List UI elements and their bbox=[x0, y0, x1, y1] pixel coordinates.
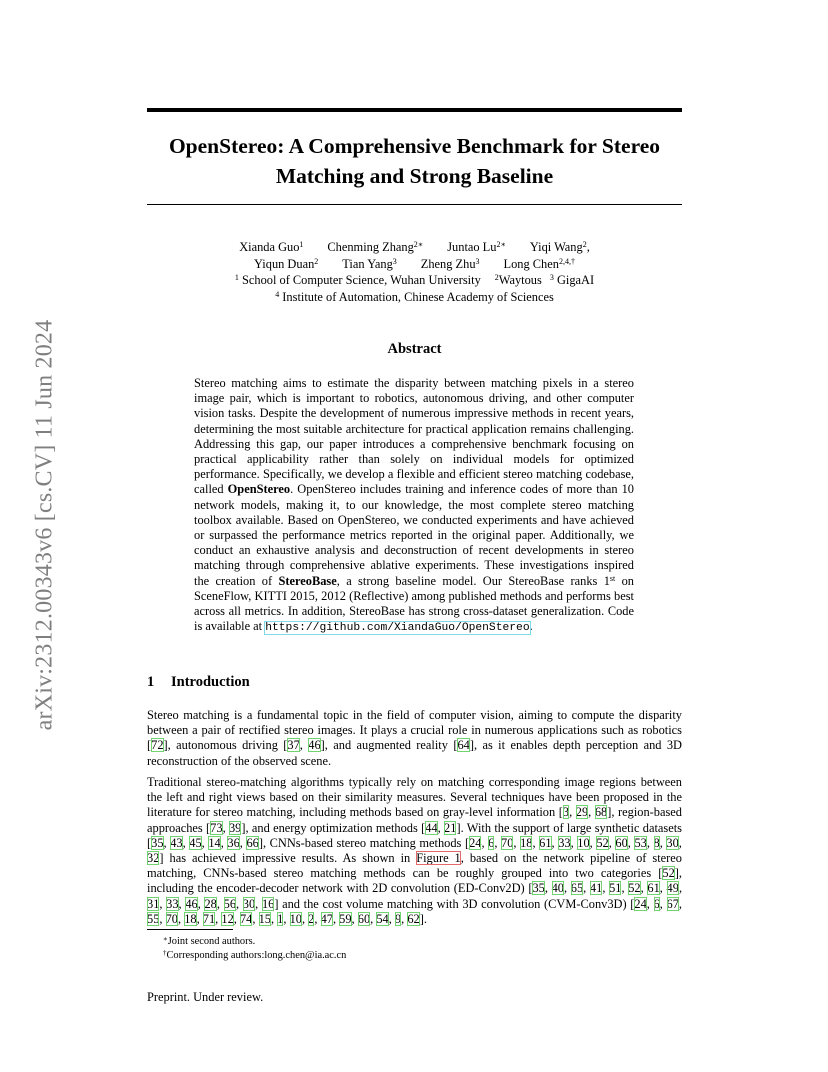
author-name: Xianda Guo$^1$ bbox=[239, 240, 304, 254]
citation-link[interactable]: 54 bbox=[376, 911, 389, 926]
citation-link[interactable]: 62 bbox=[407, 911, 420, 926]
footnote-joint-authors: ∗Joint second authors. bbox=[163, 935, 256, 947]
citation-link[interactable]: 59 bbox=[339, 911, 352, 926]
citation-link[interactable]: 12 bbox=[221, 911, 234, 926]
affiliation: Institute of Automation, Chinese Academy of Sciences bbox=[282, 289, 554, 304]
citation-link[interactable]: 46 bbox=[185, 896, 198, 911]
author-line-1 bbox=[147, 239, 682, 256]
author-block bbox=[147, 239, 682, 305]
citation-link[interactable]: 36 bbox=[227, 835, 240, 850]
arxiv-identifier-text: arXiv:2312.00343v6 [cs.CV] 11 Jun 2024 bbox=[31, 319, 58, 731]
title-top-rule bbox=[147, 108, 682, 112]
stereobase-name: StereoBase bbox=[278, 573, 337, 588]
openstereo-name: OpenStereo bbox=[227, 482, 291, 497]
abstract-body: Stereo matching aims to estimate the disparity between matching pixels in a stereo image pair, which is important to robotics, autonomous driving, and other computer vision tasks. Despite the development of numerous impressive methods in recent years, determining the most suitable architecture for practical application remains challenging. Addressing this gap, our paper introduces a comprehensive benchmark focusing on practical applicability rather than solely on individual models for optimized performance. Specifically, we develop a flexible and efficient stereo matching codebase, called OpenStereo. OpenStereo includes training and inference codes of more than 10 network models, making it, to our knowledge, the most complete stereo matching toolbox available. Based on OpenStereo, we conducted experiments and have achieved or surpassed the performance metrics reported in the original paper. Additionally, we conduct an exhaustive analysis and deconstruction of recent developments in stereo matching through comprehensive ablative experiments. These investigations inspired the creation of StereoBase, a strong baseline model. Our StereoBase ranks 1st on SceneFlow, KITTI 2015, 2012 (Reflective) among published methods and performs best across all metrics. In addition, StereoBase has strong cross-dataset generalization. Code is available at https://github.com/XiandaGuo/OpenStereo. bbox=[194, 376, 635, 635]
citation-link[interactable]: 37 bbox=[287, 738, 300, 753]
citation-link[interactable]: 47 bbox=[320, 911, 333, 926]
citation-link[interactable]: 32 bbox=[147, 851, 160, 866]
citation-link[interactable]: 14 bbox=[208, 835, 221, 850]
paper-title-line-2: Matching and Strong Baseline bbox=[275, 164, 554, 188]
citation-link[interactable]: 46 bbox=[308, 738, 321, 753]
footnote-rule bbox=[147, 929, 233, 930]
section-number: 1 bbox=[147, 674, 155, 690]
citation-link[interactable]: 55 bbox=[147, 911, 160, 926]
author-name: Yiqun Duan$^2$ bbox=[254, 256, 319, 271]
citation-link[interactable]: 65 bbox=[570, 881, 584, 896]
citation-link[interactable]: 43 bbox=[170, 835, 183, 850]
author-name: Juntao $Lu^{2∗}$ bbox=[447, 240, 506, 254]
citation-link[interactable]: 56 bbox=[223, 896, 237, 911]
citation-link[interactable]: 6 bbox=[653, 896, 660, 911]
abstract-heading: Abstract bbox=[387, 341, 442, 357]
citation-link[interactable]: 71 bbox=[202, 911, 216, 926]
citation-link[interactable]: 16 bbox=[261, 896, 275, 911]
citation-link[interactable]: 33 bbox=[558, 835, 571, 850]
affiliation: Waytous bbox=[498, 273, 542, 287]
citation-link[interactable]: 6 bbox=[488, 835, 495, 850]
citation-link[interactable]: 21 bbox=[444, 820, 457, 835]
citation-link[interactable]: 45 bbox=[189, 835, 202, 850]
citation-link[interactable]: 30 bbox=[666, 835, 679, 850]
citation-link[interactable]: 66 bbox=[246, 835, 259, 850]
code-url-link[interactable]: https://github.com/XiandaGuo/OpenStereo bbox=[265, 622, 530, 635]
citation-link[interactable]: 60 bbox=[357, 911, 371, 926]
section-title: Introduction bbox=[171, 674, 250, 690]
author-name: Yiqi Wang$^2$, bbox=[529, 240, 590, 254]
preprint-note: Preprint. Under review. bbox=[147, 990, 264, 1004]
citation-link[interactable]: 33 bbox=[166, 896, 179, 911]
footnote-corresponding-author: †Corresponding authors:long.chen@ia.ac.cn bbox=[163, 949, 347, 961]
author-name: Long Chen$^{2,4,\dagger}$ bbox=[503, 256, 575, 271]
citation-link[interactable]: 74 bbox=[239, 911, 253, 926]
intro-paragraph-1: Stereo matching is a fundamental topic in the field of computer vision, aiming to compute the disparity between a pair of rectified stereo images. It plays a crucial role in numerous applications such as robotics [72], autonomous driving [37, 46], and augmented reality [64], as it enables depth perception and 3D reconstruction of the observed scene. bbox=[147, 708, 682, 768]
paper-title bbox=[147, 131, 682, 191]
citation-link[interactable]: 52 bbox=[628, 881, 641, 896]
citation-link[interactable]: 40 bbox=[551, 881, 564, 896]
citation-link[interactable]: 3 bbox=[562, 805, 570, 820]
citation-link[interactable]: 52 bbox=[596, 835, 609, 850]
citation-link[interactable]: 18 bbox=[184, 911, 197, 926]
intro-paragraph-2: Traditional stereo-matching algorithms typically rely on matching corresponding image regions between the left and right views based on their similarity measures. Several techniques have been proposed in the literature for stereo matching, including methods based on gray-level information [3, 29, 68], region-based approaches [73, 39], and energy optimization methods [44, 21]. With the support of large synthetic datasets [35, 43, 45, 14, 36, 66], CNNs-based stereo matching methods [24, 6, 70, 18, 61, 33, 10, 52, 60, 53, 8, 30, 32] has achieved impressive results. As shown in Figure 1, based on the network pipeline of stereo matching, CNNs-based stereo matching methods can be roughly grouped into two categories [52], including the encoder-decoder network with 2D convolution (ED-Conv2D) [35, 40, 65, 41, 51, 52, 61, 49, 31, 33, 46, 28, 56, 30, 16] and the cost volume matching with 3D convolution (CVM-Conv3D) [24, 6, 67, 55, 70, 18, 71, 12, 74, 15, 1, 10, 2, 47, 59, 60, 54, 9, 62]. bbox=[147, 775, 683, 926]
citation-link[interactable]: 64 bbox=[457, 738, 470, 753]
citation-link[interactable]: 61 bbox=[539, 835, 552, 850]
citation-link[interactable]: 41 bbox=[589, 881, 603, 896]
citation-link[interactable]: 39 bbox=[228, 820, 242, 835]
citation-link[interactable]: 24 bbox=[634, 896, 647, 911]
citation-link[interactable]: 9 bbox=[394, 911, 402, 926]
citation-link[interactable]: 68 bbox=[594, 805, 608, 820]
section-heading-introduction bbox=[147, 674, 250, 691]
citation-link[interactable]: 61 bbox=[647, 881, 660, 896]
citation-link[interactable]: 60 bbox=[615, 835, 628, 850]
citation-link[interactable]: 24 bbox=[469, 835, 482, 850]
citation-link[interactable]: 35 bbox=[532, 881, 545, 896]
citation-link[interactable]: 72 bbox=[151, 738, 164, 753]
affiliation-line-1: $^1$ School of Computer Science, Wuhan University $^2$Waytous $^3$ GigaAI bbox=[234, 273, 595, 287]
citation-link[interactable]: 53 bbox=[634, 835, 647, 850]
citation-link[interactable]: 70 bbox=[165, 911, 178, 926]
arxiv-identifier bbox=[31, 290, 58, 760]
citation-link[interactable]: 67 bbox=[666, 896, 679, 911]
citation-link[interactable]: 8 bbox=[653, 835, 660, 850]
figure-1-reference-link[interactable]: Figure 1 bbox=[416, 851, 461, 866]
citation-link[interactable]: 28 bbox=[204, 896, 217, 911]
citation-link[interactable]: 1 bbox=[277, 911, 284, 926]
citation-link[interactable]: 35 bbox=[151, 835, 164, 850]
citation-link[interactable]: 49 bbox=[666, 881, 679, 896]
citation-link[interactable]: 31 bbox=[147, 896, 160, 911]
citation-link[interactable]: 73 bbox=[210, 820, 223, 835]
citation-link[interactable]: 10 bbox=[289, 911, 302, 926]
author-name: Chenming Zhang$^{2∗}$ bbox=[327, 240, 424, 254]
citation-link[interactable]: 70 bbox=[501, 835, 514, 850]
affiliation-line-2: $^4$ Institute of Automation, Chinese Academy of Sciences bbox=[275, 289, 554, 304]
citation-link[interactable]: 44 bbox=[425, 820, 438, 835]
affiliation: School of Computer Science, Wuhan University bbox=[241, 273, 481, 287]
affiliation: GigaAI bbox=[556, 273, 595, 287]
citation-link[interactable]: 29 bbox=[575, 805, 589, 820]
citation-link[interactable]: 15 bbox=[258, 911, 271, 926]
title-bottom-rule bbox=[147, 204, 682, 205]
author-name: Tian Yang$^3$ bbox=[342, 256, 397, 271]
citation-link[interactable]: 52 bbox=[662, 866, 675, 881]
citation-link[interactable]: 2 bbox=[308, 911, 315, 926]
citation-link[interactable]: 18 bbox=[520, 835, 533, 850]
paper-title-line-1: OpenStereo: A Comprehensive Benchmark for Stereo bbox=[168, 134, 661, 158]
author-line-2 bbox=[147, 256, 682, 273]
citation-link[interactable]: 51 bbox=[609, 881, 622, 896]
citation-link[interactable]: 30 bbox=[242, 896, 256, 911]
author-name: Zheng Zhu$^3$ bbox=[420, 256, 480, 271]
citation-link[interactable]: 10 bbox=[577, 835, 590, 850]
